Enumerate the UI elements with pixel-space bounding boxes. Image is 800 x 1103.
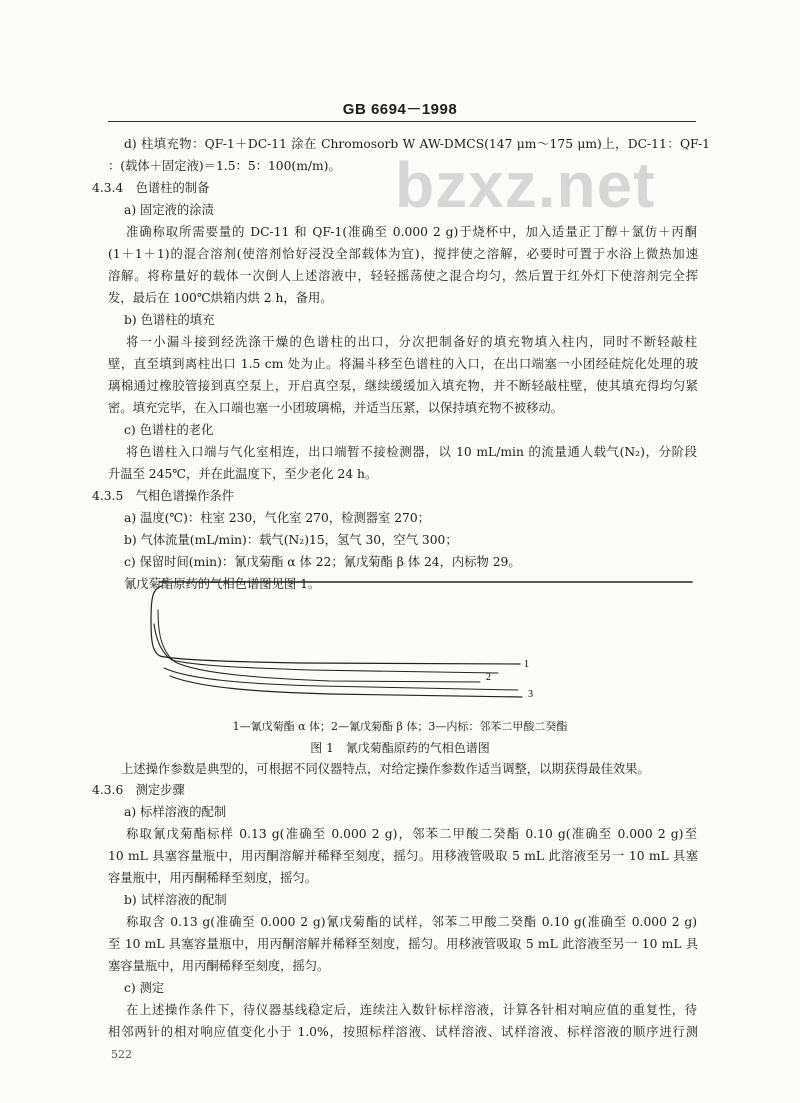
text-line: 上述操作参数是典型的，可根据不同仪器特点，对给定操作参数作适当调整，以期获得最佳效果。 bbox=[121, 762, 650, 776]
text-line: 至 10 mL 具塞容量瓶中，用丙酮溶解并稀释至刻度，摇匀。用移液管吸取 5 mL 此溶液至另一 10 mL 具 bbox=[108, 937, 698, 951]
text-line: 壁，直至填到离柱出口 1.5 cm 处为止。将漏斗移至色谱柱的入口，在出口端塞一小团经硅烷化处理的玻 bbox=[108, 357, 698, 371]
section-heading: 4.3.5 气相色谱操作条件 bbox=[92, 489, 234, 503]
text-line: 将色谱柱入口端与气化室相连，出口端暂不接检测器，以 10 mL/min 的流量通人载气(N₂)，分阶段 bbox=[126, 445, 697, 459]
text-line: 发，最后在 100℃烘箱内烘 2 h，备用。 bbox=[108, 291, 333, 305]
subheading: a) 固定液的涂渍 bbox=[124, 203, 214, 217]
peak-label: 1 bbox=[524, 659, 529, 670]
subheading: b) 色谱柱的填充 bbox=[124, 313, 215, 327]
text-line: 溶解。将称量好的载体一次倒人上述溶液中，轻轻摇荡使之混合均匀，然后置于红外灯下使溶剂完全挥 bbox=[108, 269, 698, 283]
text-line: (1＋1＋1)的混合溶剂(使溶剂恰好浸没全部载体为宜)，搅拌使之溶解，必要时可置于水浴上微热加速 bbox=[108, 247, 698, 261]
list-item: c) 保留时间(min)：氰戊菊酯 α 体 22；氰戊菊酯 β 体 24，内标物 29。 bbox=[124, 555, 521, 569]
peak-label: 2 bbox=[486, 672, 491, 683]
subheading: c) 测定 bbox=[124, 981, 165, 995]
text-line: 容量瓶中，用丙酮稀释至刻度，摇匀。 bbox=[108, 871, 318, 885]
text-line: 璃棉通过橡胶管接到真空泵上，开启真空泵，继续缓缓加入填充物，并不断轻敲柱壁，使其填充得均匀紧 bbox=[108, 379, 698, 393]
subheading: b) 试样溶液的配制 bbox=[124, 893, 227, 907]
subheading: c) 色谱柱的老化 bbox=[124, 423, 214, 437]
text-line: 相邻两针的相对响应值变化小于 1.0%，按照标样溶液、试样溶液、试样溶液、标样溶液的顺序进行测 bbox=[108, 1025, 698, 1039]
text-line: 称取含 0.13 g(准确至 0.000 2 g)氰戊菊酯的试样，邻苯二甲酸二癸酯 0.10 g(准确至 0.000 2 g) bbox=[126, 915, 697, 929]
list-item: a) 温度(℃)：柱室 230，气化室 270，检测器室 270； bbox=[124, 511, 430, 525]
section-heading: 4.3.4 色谱柱的制备 bbox=[92, 181, 210, 195]
text-line: 塞容量瓶中，用丙酮稀释至刻度，摇匀。 bbox=[108, 959, 330, 973]
trace-1 bbox=[151, 586, 520, 664]
text-line: d) 柱填充物：QF-1＋DC-11 涂在 Chromosorb W AW-DMCS(147 μm～175 μm)上，DC-11：QF-1 bbox=[124, 137, 710, 151]
watermark: bzxz.net bbox=[395, 149, 656, 221]
text-line: 准确称取所需要量的 DC-11 和 QF-1(准确至 0.000 2 g)于烧杯中，加入适量正丁醇＋氯仿＋丙酮 bbox=[126, 225, 697, 239]
text-line: 在上述操作条件下，待仪器基线稳定后，连续注入数针标样溶液，计算各针相对响应值的重复性，待 bbox=[126, 1003, 697, 1017]
text-line: 升温至 245℃，并在此温度下，至少老化 24 h。 bbox=[108, 467, 378, 481]
standard-header: GB 6694－1998 bbox=[342, 101, 458, 118]
trace-2b bbox=[158, 610, 480, 682]
text-line: 将一小漏斗接到经洗涤干燥的色谱柱的出口，分次把制备好的填充物填入柱内，同时不断轻敲柱 bbox=[126, 335, 697, 349]
section-heading: 4.3.6 测定步骤 bbox=[92, 783, 185, 797]
text-line: 10 mL 具塞容量瓶中，用丙酮溶解并稀释至刻度，摇匀。用移液管吸取 5 mL 此溶液至另一 10 mL 具塞 bbox=[108, 849, 698, 863]
text-line: 密。填充完毕，在入口端也塞一小团玻璃棉，并适当压紧，以保持填充物不被移动。 bbox=[108, 401, 563, 415]
peak-label: 3 bbox=[528, 689, 533, 700]
page-number: 522 bbox=[111, 1048, 132, 1061]
subheading: a) 标样溶液的配制 bbox=[124, 805, 227, 819]
list-item: b) 气体流量(mL/min)：载气(N₂)15，氢气 30，空气 300； bbox=[124, 533, 458, 547]
figure-legend: 1—氰戊菊酯 α 体；2—氰戊菊酯 β 体；3—内标：邻苯二甲酸二癸酯 bbox=[232, 720, 568, 733]
text-line: 氰戊菊酯原药的气相色谱图见图 1。 bbox=[124, 577, 321, 591]
text-line: 称取氰戊菊酯标样 0.13 g(准确至 0.000 2 g)，邻苯二甲酸二癸酯 0.10 g(准确至 0.000 2 g)至 bbox=[126, 827, 697, 841]
trace-2 bbox=[154, 624, 498, 673]
text-line: ：(载体＋固定液)＝1.5：5：100(m/m)。 bbox=[108, 159, 341, 173]
figure-caption: 图 1 氰戊菊酯原药的气相色谱图 bbox=[310, 741, 490, 755]
